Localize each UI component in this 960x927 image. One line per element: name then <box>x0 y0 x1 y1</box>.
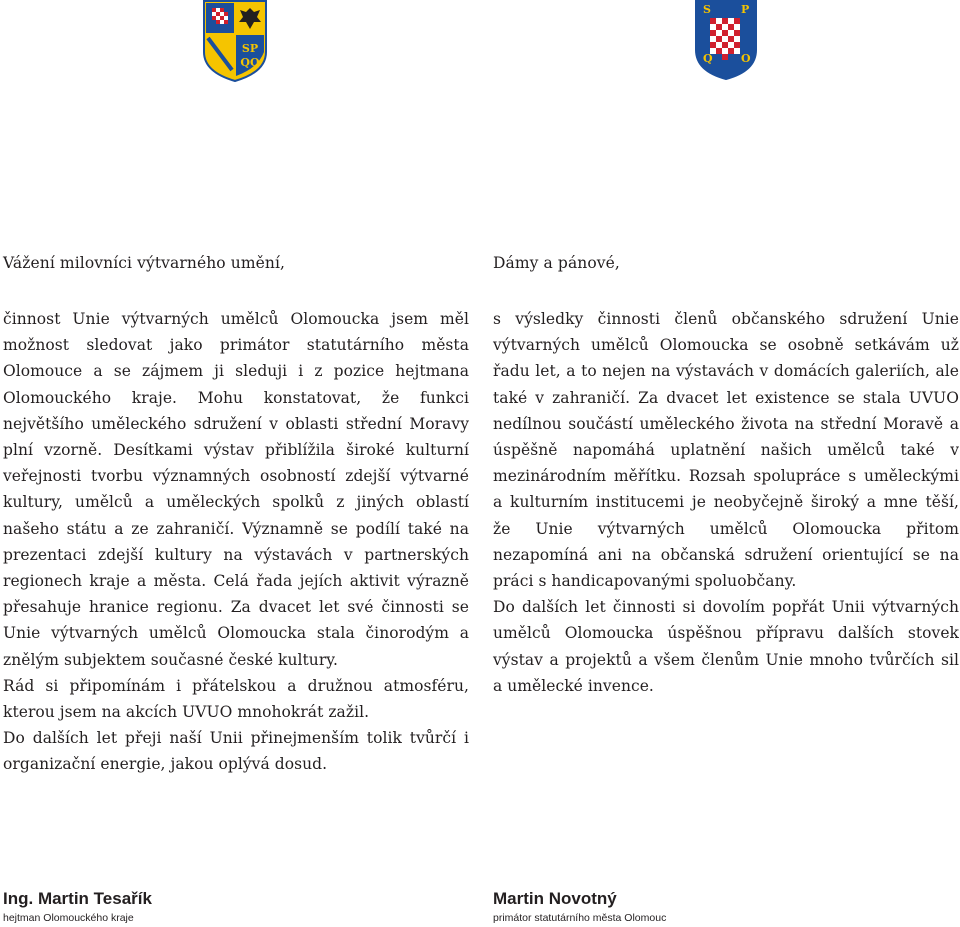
crest-letter-o: O <box>741 52 751 65</box>
coat-of-arms-olomoucky-kraj <box>202 0 268 82</box>
signature-hejtman <box>3 889 152 925</box>
signature-role: hejtman Olomouckého kraje <box>3 912 134 924</box>
svg-text:QO: QO <box>240 56 260 69</box>
signature-name: Ing. Martin Tesařík <box>3 889 152 908</box>
coat-of-arms-olomouc <box>694 0 758 80</box>
crest-letter-p: P <box>741 3 750 16</box>
crest-letter-s: S <box>703 3 711 16</box>
primator-letter <box>493 253 959 699</box>
right-greeting: Dámy a pánové, <box>493 254 620 272</box>
signature-role: primátor statutárního města Olomouc <box>493 912 667 924</box>
crest-letter-q: Q <box>703 52 713 65</box>
left-paragraph-3: Do dalších let přeji naší Unii přinejmenším tolik tvůrčí i organizační energie, jakou oplývá dosud. <box>3 729 469 774</box>
right-paragraph-2: Do dalších let činnosti si dovolím popřát Unii výtvarných umělců Olomoucka úspěšnou přípravu dalších stovek výstav a projektů a všem členům Unie mnoho tvůrčích sil a umělecké invence. <box>493 598 959 695</box>
left-paragraph-2: Rád si připomínám i přátelskou a družnou atmosféru, kterou jsem na akcích UVUO mnohokrát zažil. <box>3 676 469 722</box>
hejtman-letter <box>3 253 469 778</box>
left-greeting: Vážení milovníci výtvarného umění, <box>3 254 286 272</box>
svg-text:SP: SP <box>241 42 259 55</box>
left-paragraph-1: činnost Unie výtvarných umělců Olomoucka jsem měl možnost sledovat jako primátor statutárního města Olomouce a se zájmem ji sleduji i z pozice hejtmana Olomouckého kraje. Mohu konstatovat, že funkci největšího uměleckého sdružení v oblasti střední Moravy plní vzorně. Desítkami výstav přiblížila široké kulturní veřejnosti tvorbu významných osobností zdejší výtvarné kultury, umělců a uměleckých spolků z jiných oblastí našeho státu a ze zahraničí. Významně se podílí také na prezentaci zdejší kultury na výstavách v partnerských regionech kraje a města. Celá řada jejích aktivit výrazně přesahuje hranice regionu. Za dvacet let své činnosti se Unie výtvarných umělců Olomoucka stala činorodým a znělým subjektem současné české kultury. <box>3 310 469 669</box>
signature-primator <box>493 889 666 925</box>
right-paragraph-1: s výsledky činnosti členů občanského sdružení Unie výtvarných umělců Olomoucka se osobně setkávám už řadu let, a to nejen na výstavách v domácích galeriích, ale také v zahraničí. Za dvacet let existence se stala UVUO nedílnou součástí uměleckého života na střední Moravě a úspěšně napomáhá uplatnění našich umělců také v mezinárodním měřítku. Rozsah spolupráce s uměleckými a kulturním institucemi je neobyčejně široký a mne těší, že Unie výtvarných umělců Olomoucka přitom nezapomíná ani na občanská sdružení orientující se na práci s handicapovanými spoluobčany. <box>493 310 959 591</box>
signature-name: Martin Novotný <box>493 889 617 908</box>
